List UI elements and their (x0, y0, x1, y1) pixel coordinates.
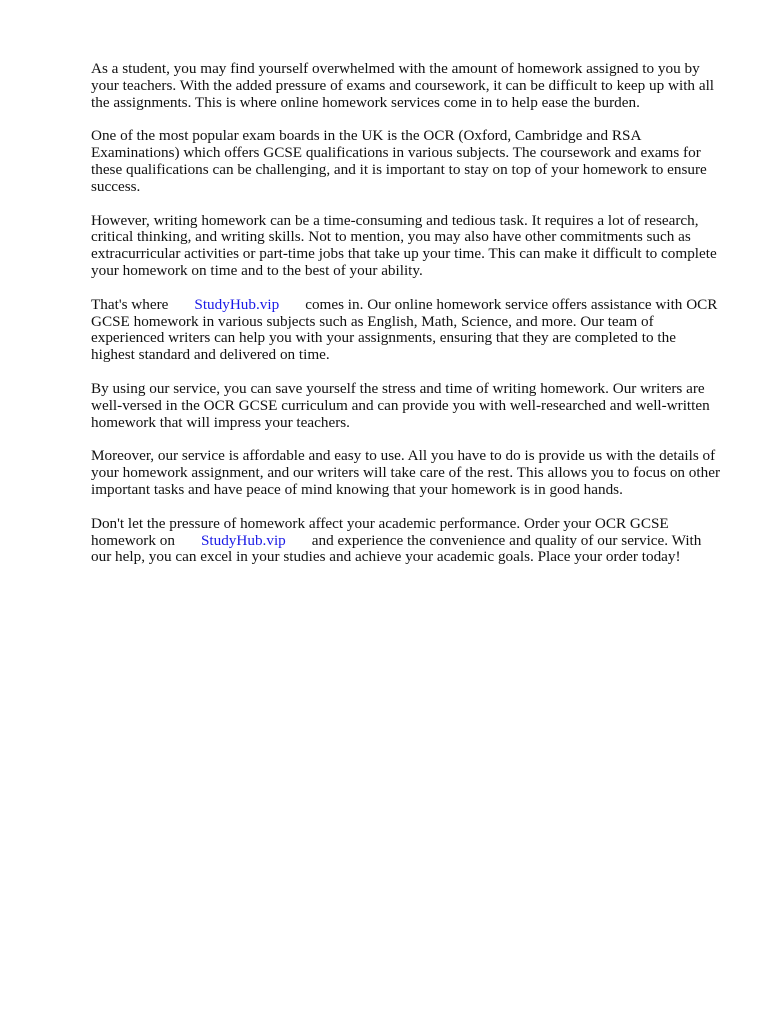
paragraph-benefits: By using our service, you can save yourself the stress and time of writing homework. Our writers are well-versed in the OCR GCSE curriculum and can provide you with well-researched and well-written homework that will impress your teachers. (91, 379, 710, 431)
paragraph-affordable: Moreover, our service is affordable and easy to use. All you have to do is provide us with the details of your homework assignment, and our writers will take care of the rest. This allows you to focus on other important tasks and have peace of mind knowing that your homework is in good hands. (91, 447, 721, 498)
studyhub-order-link[interactable]: StudyHub.vip (200, 531, 286, 549)
paragraph-ocr: One of the most popular exam boards in the UK is the OCR (Oxford, Cambridge and RSA Examinations) which offers GCSE qualifications in various subjects. The coursework and exams for these qualifications can be challenging, and it is important to stay on top of your homework to ensure success. (91, 127, 707, 195)
paragraph-cta-lead: Don't let the pressure of homework affect your academic performance. Order your OCR GCSE homework on (91, 514, 669, 549)
paragraph-cta-rest: and experience the convenience and quality of our service. With our help, you can excel in your studies and achieve your academic goals. Place your order today! (91, 531, 702, 566)
paragraph-challenges: However, writing homework can be a time-consuming and tedious task. It requires a lot of research, critical thinking, and writing skills. Not to mention, you may also have other commitments such as extracurricular activities or part-time jobs that take up your time. This can make it difficult to complete your homework on time and to the best of your ability. (91, 211, 717, 279)
paragraph-call-to-action (91, 516, 723, 566)
document-page (91, 61, 723, 583)
studyhub-link[interactable]: StudyHub.vip (194, 295, 280, 313)
paragraph-intro: As a student, you may find yourself overwhelmed with the amount of homework assigned to you by your teachers. With the added pressure of exams and coursework, it can be difficult to keep up with all the assignments. This is where online homework services come in to help ease the burden. (91, 60, 715, 111)
paragraph-service (91, 297, 723, 364)
paragraph-service-rest: comes in. Our online homework service offers assistance with OCR GCSE homework in various subjects such as English, Math, Science, and more. Our team of experienced writers can help you with your assignments, ensuring that they are completed to the highest standard and delivered on time. (91, 295, 718, 364)
paragraph-service-lead: That's where (91, 295, 169, 313)
